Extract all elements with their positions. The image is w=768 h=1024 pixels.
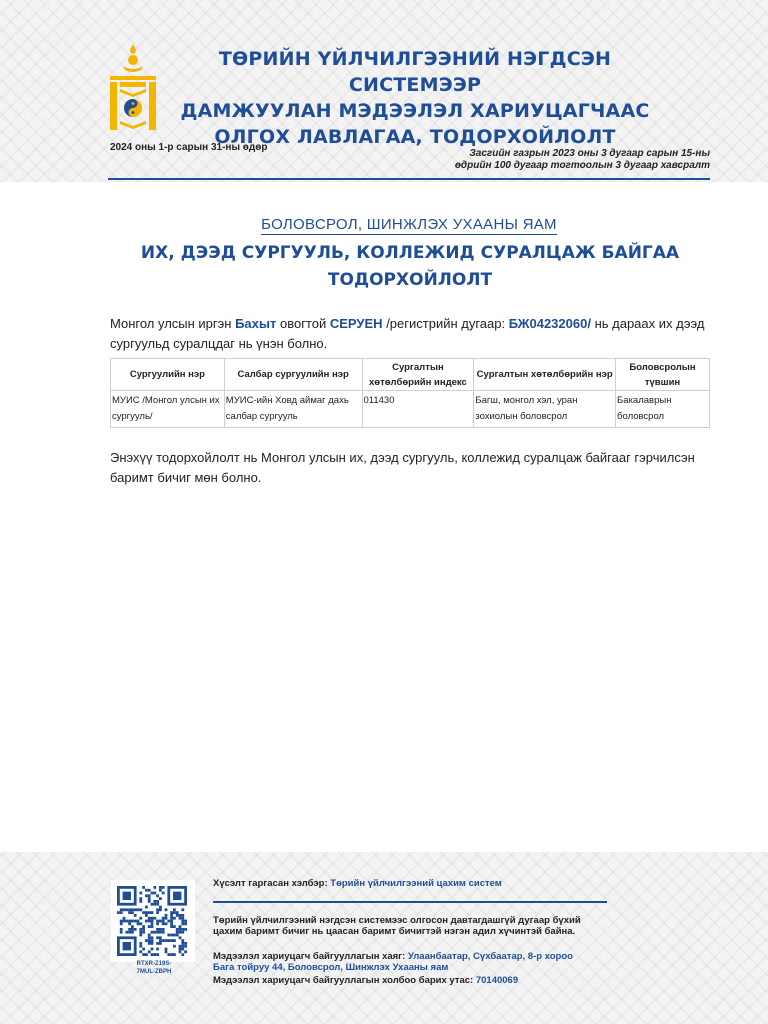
qr-code-graphic: [117, 886, 187, 956]
header-title: ТӨРИЙН ҮЙЛЧИЛГЭЭНИЙ НЭГДСЭН СИСТЕМЭЭР ДАМЖУУЛАН МЭДЭЭЛЭЛ ХАРИУЦАГЧААС ОЛГОХ ЛАВЛАГАА, ТОДОРХОЙЛОЛТ: [180, 48, 650, 148]
request-channel: Хүсэлт гаргасан хэлбэр: Төрийн үйлчилгээний цахим систем: [213, 878, 502, 889]
verification-code: RTXR-Z19S- 7MUL-ZBPH: [136, 961, 172, 975]
family-name: Бахыт: [235, 316, 277, 331]
document-footer: [0, 852, 768, 1024]
cell-school-name: МУИС /Монгол улсын их сургууль/: [111, 391, 225, 428]
register-number: БЖ04232060/: [508, 316, 591, 331]
validity-note: Төрийн үйлчилгээний нэгдсэн системээс олгосон давтагдашгүй дугаар бүхий цахим баримт бичиг нь цаасан баримт бичигтэй нэгэн адил хүчинтэй байна.: [213, 915, 581, 937]
col-education-level: Боловсролын түвшин: [616, 359, 710, 391]
document-title: ИХ, ДЭЭД СУРГУУЛЬ, КОЛЛЕЖИД СУРАЛЦАЖ БАЙГАА ТОДОРХОЙЛОЛТ: [140, 243, 680, 290]
table-header-row: [111, 359, 710, 391]
cell-branch-name: МУИС-ийн Ховд аймаг дахь салбар сургууль: [224, 391, 362, 428]
document-header: [0, 0, 768, 182]
organization-address: Мэдээлэл хариуцагч байгууллагын хаяг: Улаанбаатар, Сүхбаатар, 8-р хороо Бага тойруу 44, Боловсрол, Шинжлэх Ухааны яам: [213, 951, 573, 973]
resolution-reference: Засгийн газрын 2023 оны 3 дугаар сарын 15-ны өдрийн 100 дугаар тогтоолын 3 дугаар хавсралт: [454, 148, 710, 171]
cell-program-name: Багш, монгол хэл, уран зохиолын боловсрол: [474, 391, 616, 428]
intro-paragraph: Монгол улсын иргэн Бахыт овогтой СЕРУЕН /регистрийн дугаар: БЖ04232060/ нь дараах их дээд сургуульд суралцдаг нь үнэн болно.: [110, 316, 705, 351]
col-branch-name: Салбар сургуулийн нэр: [224, 359, 362, 391]
header-divider: [108, 178, 710, 180]
col-program-name: Сургалтын хөтөлбөрийн нэр: [474, 359, 616, 391]
closing-paragraph: Энэхүү тодорхойлолт нь Монгол улсын их, дээд сургууль, коллежид суралцаж байгааг гэрчилсэн баримт бичиг мөн болно.: [110, 450, 695, 485]
issue-date: 2024 оны 1-р сарын 31-ны өдөр: [110, 142, 268, 153]
col-program-index: Сургалтын хөтөлбөрийн индекс: [362, 359, 474, 391]
col-school-name: Сургуулийн нэр: [111, 359, 225, 391]
cell-program-index: 011430: [362, 391, 474, 428]
table-row: [111, 391, 710, 428]
enrollment-table: [110, 358, 710, 428]
given-name: СЕРУЕН: [329, 316, 383, 331]
soyombo-emblem-icon: [108, 42, 158, 132]
cell-education-level: Бакалаврын боловсрол: [616, 391, 710, 428]
qr-code-icon: [111, 880, 195, 962]
footer-divider: [213, 901, 607, 903]
ministry-name: БОЛОВСРОЛ, ШИНЖЛЭХ УХААНЫ ЯАМ: [261, 216, 557, 233]
organization-phone: Мэдээлэл хариуцагч байгууллагын холбоо барих утас: 70140069: [213, 975, 519, 986]
